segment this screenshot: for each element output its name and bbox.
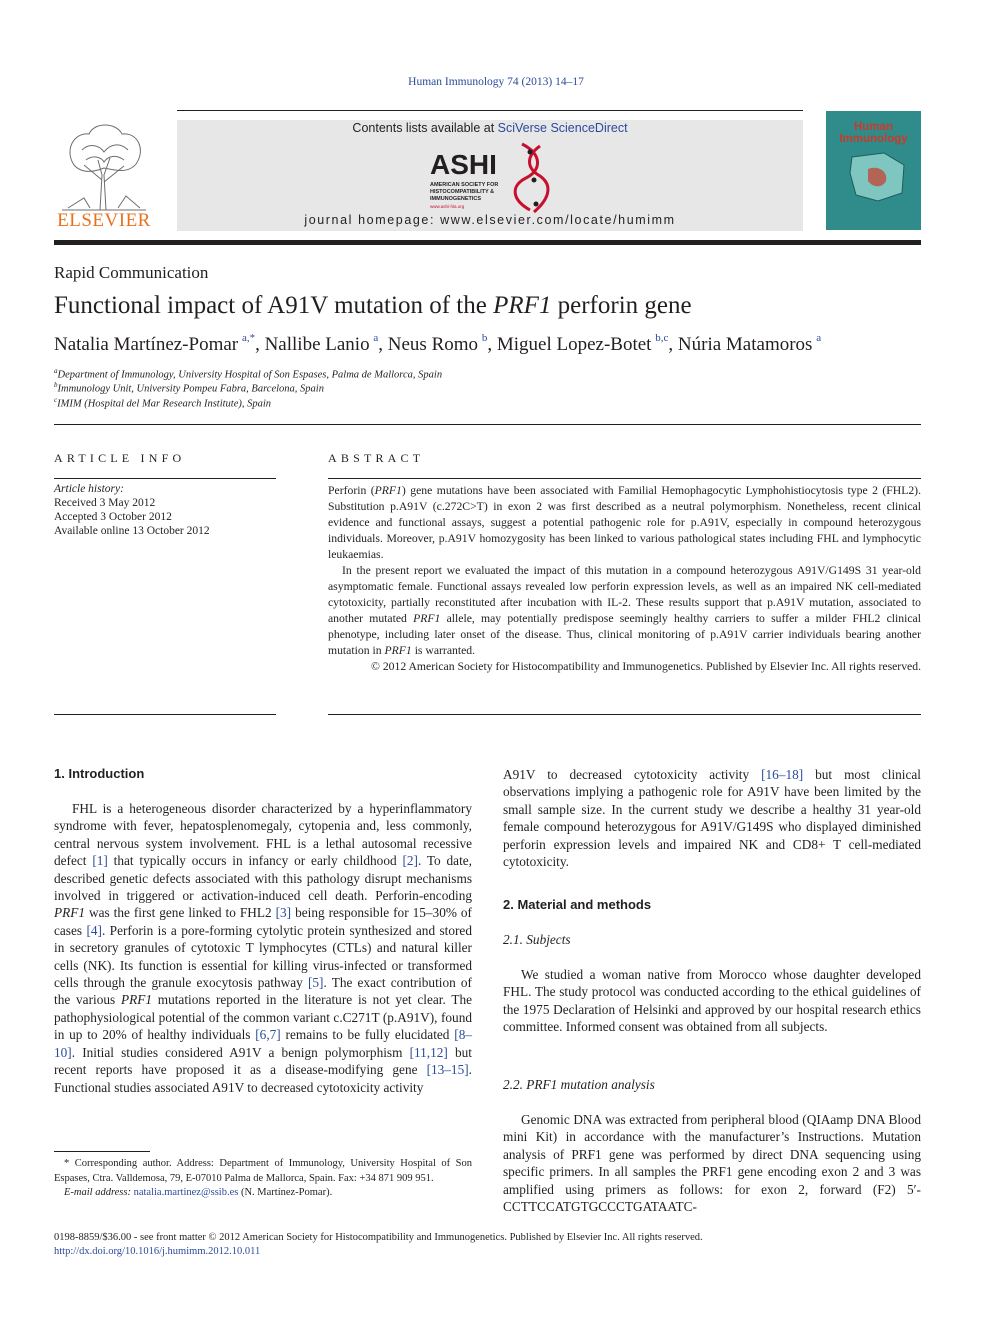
intro-paragraph xyxy=(54,800,472,1096)
title-part-1: Functional impact of A91V mutation of the xyxy=(54,292,494,319)
citation-link[interactable]: [6,7] xyxy=(255,1027,281,1043)
journal-reference[interactable]: Human Immunology 74 (2013) 14–17 xyxy=(408,76,584,88)
mutation-analysis-body xyxy=(503,1111,921,1215)
title-part-2: perforin gene xyxy=(551,292,692,319)
author-affil-mark[interactable]: b,c xyxy=(655,332,669,344)
body-text: that typically occurs in infancy or early childhood xyxy=(107,853,403,869)
email-suffix: (N. Martínez-Pomar). xyxy=(238,1187,333,1198)
elsevier-tree-icon xyxy=(54,120,154,212)
citation-link[interactable]: [8–10] xyxy=(54,1027,472,1060)
journal-homepage[interactable]: journal homepage: www.elsevier.com/locate/humimm xyxy=(304,213,676,227)
ashi-logo[interactable] xyxy=(430,140,560,216)
introduction-body xyxy=(54,800,472,1096)
svg-text:www.ashi-hla.org: www.ashi-hla.org xyxy=(430,204,465,209)
subjects-subheading: 2.1. Subjects xyxy=(503,932,571,947)
body-text: remains to be fully elucidated xyxy=(280,1027,455,1043)
body-text: FHL is a heterogeneous disorder characterized by a hyperinflammatory syndrome with fever, hepatosplenomegaly, cytopenia and, less commonly, central nervous system involvement. FHL is a lethal autosomal recessive defect xyxy=(54,801,472,869)
cover-title-line1: Human xyxy=(854,121,893,133)
gene-name: PRF1 xyxy=(120,992,152,1008)
cover-title xyxy=(826,121,921,145)
body-text: . The exact contribution of the various xyxy=(54,975,472,1008)
intro-paragraph-continued xyxy=(503,766,921,870)
abstract-text: In the present report we evaluated the impact of this mutation in a compound heterozygous A91V/G149S 31 year-old asymptomatic female. Functional assays revealed low perforin expression levels, as well as an impaired NK cell-mediated cytotoxicity, partially reconstituted after incubation with IL-2. These results support that p.A91V mutation, associated to another mutated xyxy=(328,564,921,625)
body-text: was the first gene linked to FHL2 xyxy=(85,905,276,921)
email-label: E-mail address: xyxy=(64,1187,134,1198)
citation-link[interactable]: [2] xyxy=(402,853,418,869)
author-affil-mark[interactable]: b xyxy=(481,332,488,344)
doi-link[interactable]: http://dx.doi.org/10.1016/j.humimm.2012.10.011 xyxy=(54,1246,261,1257)
title-gene: PRF1 xyxy=(493,292,552,319)
svg-text:HISTOCOMPATIBILITY &: HISTOCOMPATIBILITY & xyxy=(430,189,495,195)
header-top-rule xyxy=(177,110,803,111)
introduction-continued xyxy=(503,766,921,870)
history-label: Article history: xyxy=(54,483,124,495)
citation-link[interactable]: [5] xyxy=(307,975,324,991)
author-name[interactable]: Miguel Lopez-Botet xyxy=(496,334,652,355)
affiliation-mark: c xyxy=(54,396,58,404)
gene-name: PRF1 xyxy=(374,484,402,497)
footnote-rule xyxy=(54,1151,150,1152)
mutation-analysis-subheading: 2.2. PRF1 mutation analysis xyxy=(503,1077,655,1092)
ashi-dna-icon xyxy=(430,140,560,216)
online-date: Available online 13 October 2012 xyxy=(54,525,210,537)
article-title xyxy=(54,292,692,320)
abstract-text: Perforin ( xyxy=(328,484,375,497)
affiliation-mark: a xyxy=(54,367,58,375)
journal-cover-image[interactable] xyxy=(826,111,921,230)
citation-link[interactable]: [1] xyxy=(92,853,108,869)
abstract-text: ) gene mutations have been associated with Familial Hemophagocytic Lymphohistiocytosis type 2 (FHL2). Substitution p.A91V (c.272C>T) in exon 2 was first described as a neutral polymorphism. Nonetheless, recent clinical evidence and functional assays, suggest a potential pathogenic role for p.A91V, especially in compound heterozygous individuals. Moreover, p.A91V homozygosity has been linked to various pathological states including FHL and lymphocytic leukaemias. xyxy=(328,484,921,561)
info-rule-bottom xyxy=(54,714,276,715)
accepted-date: Accepted 3 October 2012 xyxy=(54,511,172,523)
author-affil-mark[interactable]: a,* xyxy=(241,332,256,344)
title-bottom-rule xyxy=(54,424,921,425)
email-link[interactable]: natalia.martinez@ssib.es xyxy=(133,1187,239,1198)
header-thick-rule xyxy=(54,240,921,245)
affiliation-b xyxy=(54,381,324,395)
gene-name: PRF1 xyxy=(384,644,412,657)
article-history xyxy=(54,482,210,538)
body-text: being responsible for 15–30% of cases xyxy=(54,905,472,938)
body-text: . Initial studies considered A91V a benign polymorphism xyxy=(71,1044,410,1060)
article-info-heading: ARTICLE INFO xyxy=(54,451,186,465)
author-name[interactable]: Núria Matamoros xyxy=(677,334,813,355)
abstract-heading: ABSTRACT xyxy=(328,451,425,465)
author-name[interactable]: Neus Romo xyxy=(387,334,479,355)
affiliation-mark: b xyxy=(54,381,58,389)
sciencedirect-link[interactable]: SciVerse ScienceDirect xyxy=(497,121,628,135)
subjects-body xyxy=(503,966,921,1036)
citation-link[interactable]: [16–18] xyxy=(761,767,804,782)
methods-heading: 2. Material and methods xyxy=(503,897,652,912)
introduction-heading: 1. Introduction xyxy=(54,766,145,781)
body-text: mutations reported in the literature is not yet clear. The pathophysiological potential of the common variant c.C271T (p.A91V), found in up to 20% of healthy individuals xyxy=(54,992,472,1043)
received-date: Received 3 May 2012 xyxy=(54,497,156,509)
svg-text:IMMUNOGENETICS: IMMUNOGENETICS xyxy=(430,196,482,202)
affiliation-text: IMIM (Hospital del Mar Research Institute), Spain xyxy=(57,398,272,410)
footnote-address: * Corresponding author. Address: Department of Immunology, University Hospital of Son Espases, Ctra. Valldemosa, 79, E-07010 Palma de Mallorca, Spain. Fax: +34 871 909 951. xyxy=(54,1158,472,1184)
affiliation-text: Immunology Unit, University Pompeu Fabra, Barcelona, Spain xyxy=(57,383,324,395)
contents-prefix: Contents lists available at xyxy=(352,121,498,135)
footnote-email-line xyxy=(54,1186,472,1201)
affiliation-c xyxy=(54,396,271,410)
abstract-text: is warranted. xyxy=(411,644,476,657)
abstract-text: allele, may potentially predispose seemingly healthy carriers to suffer a milder FHL2 clinical phenotype, including later onset of the disease. Thus, clinical monitoring of p.A91V carrier individuals bearing another mutation in xyxy=(328,612,921,657)
page-footer xyxy=(54,1231,703,1259)
corresponding-author-footnote xyxy=(54,1157,472,1201)
cover-title-line2: Immunology xyxy=(839,133,908,145)
cover-graphic xyxy=(848,151,908,203)
ashi-letters: ASHI xyxy=(430,149,497,180)
elsevier-logo[interactable] xyxy=(54,120,154,232)
citation-link[interactable]: [11,12] xyxy=(409,1044,448,1060)
info-rule-top xyxy=(54,478,276,479)
elsevier-wordmark: ELSEVIER xyxy=(57,210,151,231)
abstract-copyright: © 2012 American Society for Histocompatibility and Immunogenetics. Published by Elsevier Inc. All rights reserved. xyxy=(371,660,921,673)
abstract-paragraph-1 xyxy=(328,483,921,563)
author-name[interactable]: Natalia Martínez-Pomar xyxy=(54,334,239,355)
body-text: . Perforin is a pore-forming cytolytic protein synthesized and stored in secretory granules of cytotoxic T lymphocytes (CTLs) and natural killer cells (NK). Its function is essential for killing virus-infected or transformed cells through the granule exocytosis pathway xyxy=(54,922,472,991)
affiliation-text: Department of Immunology, University Hospital of Son Espases, Palma de Mallorca, Spain xyxy=(57,369,443,381)
author-affil-mark[interactable]: a xyxy=(373,332,379,344)
abstract-paragraph-2 xyxy=(328,563,921,659)
subjects-paragraph: We studied a woman native from Morocco whose daughter developed FHL. The study protocol was conducted according to the ethical guidelines of the 1975 Declaration of Helsinki and approved by our hospital research ethics committee. Informed consent was obtained from all subjects. xyxy=(503,967,921,1035)
affiliation-a xyxy=(54,367,442,381)
abstract-rule-top xyxy=(328,478,921,479)
author-affil-mark[interactable]: a xyxy=(816,332,822,344)
body-text: but most clinical observations implying a pathogenic role for A91V have been limited by the small sample size. In the current study we describe a healthy 31 year-old female compound heterozygous for A91V/G149S who displayed diminished perforin expression levels and impaired NK and CD8+ T cell-mediated cytotoxicity. xyxy=(503,767,921,870)
body-text: . To date, described genetic defects associated with this pathology disrupt mechanisms involved in triggered or activation-induced cell death. Perforin-encoding xyxy=(54,853,472,904)
mutation-analysis-paragraph: Genomic DNA was extracted from peripheral blood (QIAamp DNA Blood mini Kit) in accordance with the manufacturer’s Instructions. Mutation analysis of PRF1 gene was performed by direct DNA sequencing using specific primers. In all samples the PRF1 gene encoding exon 2 and 3 was amplified using primers as follows: for exon 2, forward (F2) 5′-CCTTCCATGTGCCCTGATAATC- xyxy=(503,1112,921,1215)
svg-text:AMERICAN SOCIETY FOR: AMERICAN SOCIETY FOR xyxy=(430,182,499,188)
abstract-rule-bottom xyxy=(328,714,921,715)
author-list: Natalia Martínez-Pomar $^{a,*}$, Nallibe Lanio $^a$, Neus Romo $^b$, Miguel Lopez-Botet $^{b,c}$, Núria Matamoros $^a$ xyxy=(54,332,822,355)
article-type: Rapid Communication xyxy=(54,263,209,282)
citation-link[interactable]: [3] xyxy=(275,905,292,921)
abstract-body xyxy=(328,483,921,675)
author-name[interactable]: Nallibe Lanio xyxy=(264,334,370,355)
body-text: . Functional studies associated A91V to decreased cytotoxicity activity xyxy=(54,1062,472,1095)
gene-name: PRF1 xyxy=(413,612,441,625)
gene-name: PRF1 xyxy=(54,905,86,921)
contents-line xyxy=(177,121,803,135)
body-text: A91V to decreased cytotoxicity activity xyxy=(503,767,762,782)
citation-link[interactable]: [4] xyxy=(86,922,102,938)
citation-link[interactable]: [13–15] xyxy=(426,1062,469,1078)
body-text: but recent reports have proposed it as a disease-modifying gene xyxy=(54,1044,472,1078)
front-matter-line: 0198-8859/$36.00 - see front matter © 2012 American Society for Histocompatibility and Immunogenetics. Published by Elsevier Inc. All rights reserved. xyxy=(54,1232,703,1243)
